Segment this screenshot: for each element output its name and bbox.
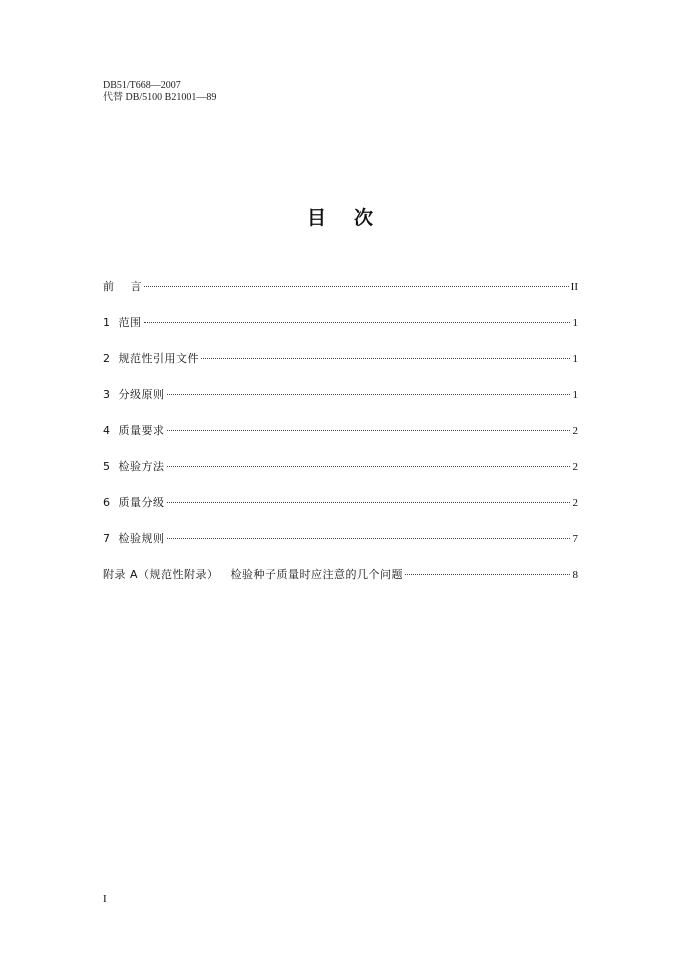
document-header [103,80,216,104]
toc-title: 目次 [306,207,401,229]
toc-entry-page: 2 [572,497,578,509]
toc-leader-dots [167,394,571,395]
toc-leader-dots [167,502,571,503]
toc-entry-label: 4 质量要求 [103,424,165,437]
toc-leader-dots [144,286,569,287]
toc-entry-page: 1 [572,353,578,365]
toc-entry-label: 6 质量分级 [103,496,165,509]
toc-entry-label: 5 检验方法 [103,460,165,473]
toc-entry-page: 1 [572,389,578,401]
toc-leader-dots [201,358,570,359]
toc-entry-normative-references[interactable] [103,350,578,386]
replaces-standard: 代替 DB/5100 B21001—89 [103,92,217,103]
toc-entry-inspection-rules[interactable] [103,530,578,566]
toc-entry-label: 前 言 [103,280,142,293]
page-number: I [103,893,107,905]
toc-entry-page: II [570,281,578,293]
toc-entry-page: 7 [572,533,578,545]
table-of-contents [103,278,578,602]
toc-entry-page: 1 [572,317,578,329]
standard-code: DB51/T668—2007 [103,80,181,91]
toc-leader-dots [167,466,571,467]
toc-entry-quality-requirements[interactable] [103,422,578,458]
toc-leader-dots [405,574,570,575]
toc-leader-dots [167,538,571,539]
toc-entry-page: 2 [572,461,578,473]
toc-entry-label: 1 范围 [103,316,142,329]
toc-leader-dots [144,322,571,323]
toc-entry-label: 附录 A（规范性附录） 检验种子质量时应注意的几个问题 [103,568,404,581]
toc-entry-page: 8 [572,569,578,581]
toc-entry-label: 7 检验规则 [103,532,165,545]
toc-entry-scope[interactable] [103,314,578,350]
toc-entry-grading-principles[interactable] [103,386,578,422]
toc-entry-test-methods[interactable] [103,458,578,494]
toc-leader-dots [167,430,571,431]
toc-entry-label: 2 规范性引用文件 [103,352,199,365]
toc-entry-page: 2 [572,425,578,437]
toc-entry-annex-a[interactable] [103,566,578,602]
toc-entry-foreword[interactable] [103,278,578,314]
toc-entry-quality-grading[interactable] [103,494,578,530]
toc-entry-label: 3 分级原则 [103,388,165,401]
